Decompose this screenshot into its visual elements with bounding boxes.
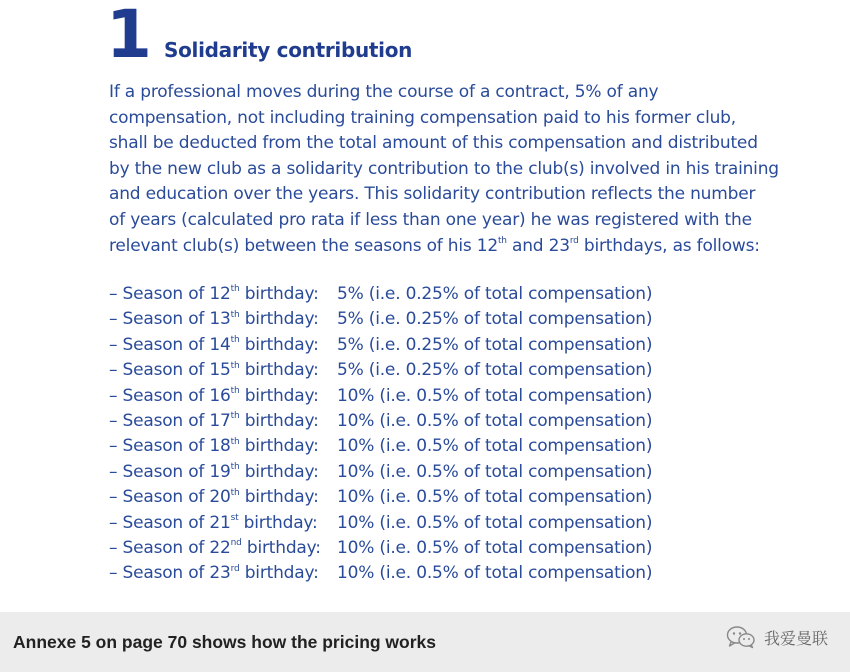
ordinal-suffix: st [230, 513, 239, 523]
season-label [109, 511, 337, 536]
season-label-text: – Season of 17 [109, 411, 231, 432]
season-label-text: – Season of 16 [109, 385, 231, 406]
season-label-text: birthday: [239, 360, 319, 381]
ordinal-suffix: th [230, 487, 240, 498]
season-row [109, 333, 652, 358]
section-title: Solidarity contribution [164, 38, 413, 62]
wechat-icon [726, 625, 756, 649]
season-label [109, 485, 337, 510]
ordinal-suffix: rd [230, 563, 240, 574]
intro-line: If a professional moves during the course of a contract, 5% of any [109, 82, 659, 102]
season-row [109, 536, 652, 561]
season-label-text: birthday: [239, 284, 319, 304]
season-label-text: birthday: [239, 385, 319, 406]
ordinal-suffix: th [230, 411, 240, 422]
season-label-text: – Season of 19 [109, 461, 231, 482]
season-label-text: – Season of 13 [109, 309, 231, 330]
season-row [109, 434, 652, 459]
season-label [109, 536, 337, 561]
season-label-text: birthday: [241, 538, 321, 559]
season-label [109, 282, 337, 307]
season-row [109, 384, 652, 409]
season-label-text: – Season of 20 [109, 487, 231, 508]
season-label [109, 384, 337, 409]
ordinal-suffix: rd [569, 235, 579, 246]
ordinal-suffix: th [230, 309, 240, 320]
intro-line: of years (calculated pro rata if less than one year) he was registered with the [109, 209, 752, 230]
season-row [109, 561, 652, 586]
ordinal-suffix: th [230, 385, 240, 396]
intro-text: birthdays, as follows: [578, 235, 760, 256]
season-percentage: 10% (i.e. 0.5% of total compensation) [337, 563, 653, 584]
season-label-text: birthday: [238, 512, 318, 533]
season-label [109, 434, 337, 459]
season-label [109, 561, 337, 586]
season-label [109, 307, 337, 332]
season-percentage: 10% (i.e. 0.5% of total compensation) [337, 436, 653, 457]
season-label-text: – Season of 12 [109, 284, 231, 304]
season-label-text: birthday: [239, 436, 319, 457]
ordinal-suffix: th [230, 436, 240, 447]
season-label-text: birthday: [239, 309, 319, 330]
season-label-text: birthday: [239, 563, 319, 584]
season-row [109, 511, 652, 536]
ordinal-suffix: nd [230, 538, 242, 549]
season-label-text: birthday: [239, 334, 319, 355]
season-percentage: 10% (i.e. 0.5% of total compensation) [337, 538, 653, 559]
intro-paragraph [109, 80, 789, 259]
season-label-text: – Season of 14 [109, 334, 231, 355]
season-percentage: 10% (i.e. 0.5% of total compensation) [337, 461, 653, 482]
season-row [109, 358, 652, 383]
watermark-text: 我爱曼联 [763, 628, 828, 648]
ordinal-suffix: th [230, 462, 240, 473]
intro-text: and 23 [506, 235, 570, 256]
intro-line: compensation, not including training compensation paid to his former club, [109, 107, 736, 128]
ordinal-suffix: th [230, 335, 240, 346]
season-label-text: – Season of 21 [109, 512, 231, 533]
season-row [109, 485, 652, 510]
section-number: 1 [106, 0, 150, 73]
season-label [109, 333, 337, 358]
season-row [109, 409, 652, 434]
season-row [109, 307, 652, 332]
season-percentage: 5% (i.e. 0.25% of total compensation) [337, 334, 653, 355]
season-row [109, 460, 652, 485]
season-percentage: 10% (i.e. 0.5% of total compensation) [337, 385, 653, 406]
intro-text: relevant club(s) between the seasons of his 12 [109, 235, 498, 256]
season-percentage: 10% (i.e. 0.5% of total compensation) [337, 411, 653, 432]
image-caption: Annexe 5 on page 70 shows how the pricing works [13, 632, 437, 652]
season-percentage: 5% (i.e. 0.25% of total compensation) [337, 309, 653, 330]
watermark [726, 625, 828, 649]
season-percentage: 5% (i.e. 0.25% of total compensation) [337, 284, 653, 304]
season-label-text: – Season of 23 [109, 563, 231, 584]
caption-bar [0, 612, 850, 672]
season-label [109, 358, 337, 383]
season-label-text: birthday: [239, 487, 319, 508]
season-label-text: birthday: [239, 411, 319, 432]
season-label [109, 409, 337, 434]
season-row [109, 282, 652, 307]
season-percentage: 5% (i.e. 0.25% of total compensation) [337, 360, 653, 381]
season-label [109, 460, 337, 485]
season-percentage: 10% (i.e. 0.5% of total compensation) [337, 487, 653, 508]
ordinal-suffix: th [497, 235, 507, 246]
season-percentage: 10% (i.e. 0.5% of total compensation) [337, 512, 653, 533]
season-label-text: – Season of 15 [109, 360, 231, 381]
intro-line [109, 234, 789, 260]
intro-line: by the new club as a solidarity contribution to the club(s) involved in his training [109, 158, 779, 179]
ordinal-suffix: th [230, 284, 240, 295]
intro-line: shall be deducted from the total amount of this compensation and distributed [109, 133, 758, 154]
ordinal-suffix: th [230, 360, 240, 371]
season-label-text: – Season of 22 [109, 538, 231, 559]
season-label-text: – Season of 18 [109, 436, 231, 457]
season-label-text: birthday: [239, 461, 319, 482]
season-list [109, 282, 652, 587]
intro-line: and education over the years. This solidarity contribution reflects the number [109, 184, 756, 205]
